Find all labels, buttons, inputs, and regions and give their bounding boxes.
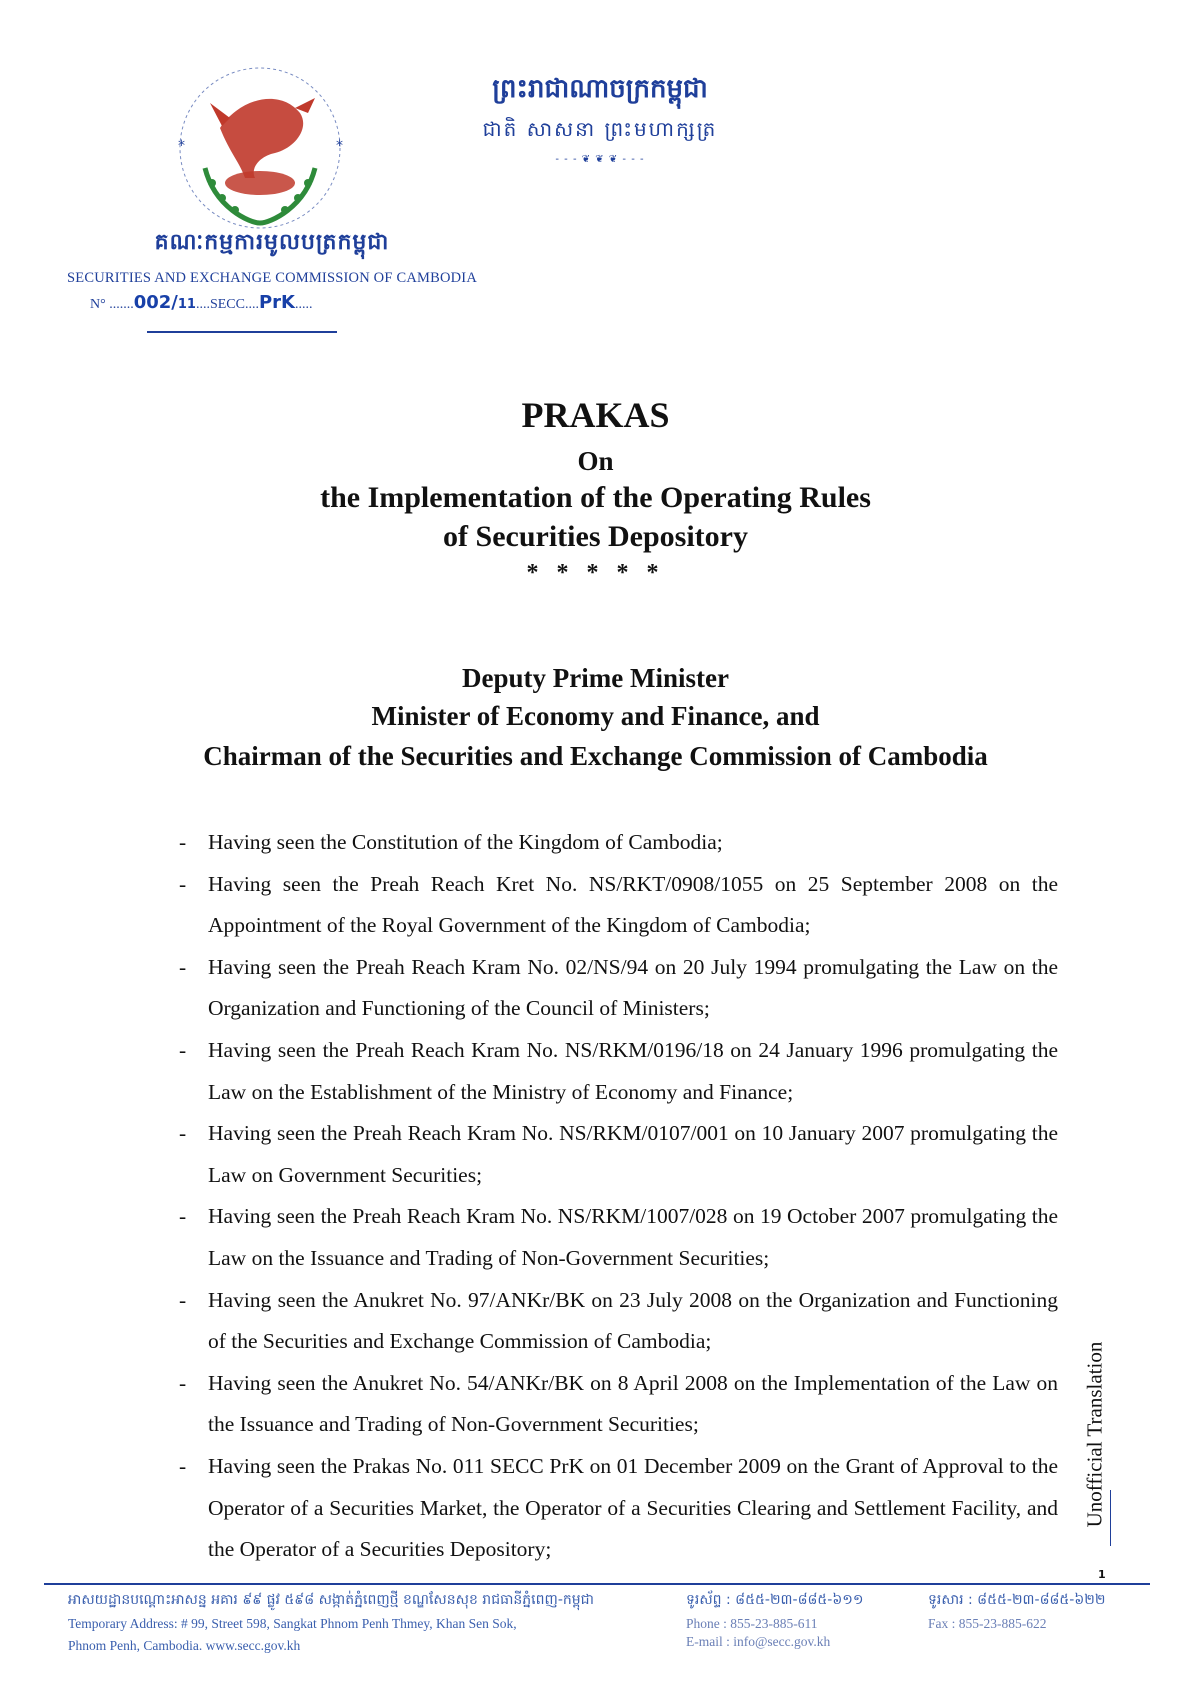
preamble-item: - Having seen the Preah Reach Kram No. NS/RKM/0107/001 on 10 January 2007 promulgating the Law on Government Securities; bbox=[176, 1113, 1058, 1196]
ref-middle: ....SECC.... bbox=[195, 297, 259, 312]
ornament-divider: - - - ❦ ❦ ❦ - - - bbox=[555, 154, 645, 165]
title-subject-line1: the Implementation of the Operating Rules bbox=[320, 481, 871, 514]
address-khmer: អាសយដ្ឋានបណ្តោះអាសន្ន អគារ ៩៩ ផ្លូវ ៥៩៨ សង្កាត់ភ្នំពេញថ្មី ខណ្ឌសែនសុខ រាជធានីភ្នំពេញ-កម្ពុជា bbox=[68, 1592, 594, 1608]
reference-number bbox=[90, 292, 450, 313]
title-stars-divider: * * * * * bbox=[526, 560, 665, 586]
preamble-item: - Having seen the Anukret No. 54/ANKr/BK on 8 April 2008 on the Implementation of the Law on the Issuance and Trading of Non-Government Securities; bbox=[176, 1363, 1058, 1446]
ref-suffix: ..... bbox=[295, 297, 313, 312]
authority-line1: Deputy Prime Minister bbox=[462, 663, 729, 693]
secc-seal-icon bbox=[160, 58, 360, 238]
ref-number: 002/ bbox=[133, 292, 178, 313]
org-name-khmer: គណៈកម្មការមូលបត្រកម្ពុជា bbox=[154, 230, 390, 255]
document-title: PRAKAS bbox=[521, 395, 670, 435]
preamble-item: - Having seen the Preah Reach Kram No. NS/RKM/1007/028 on 19 October 2007 promulgating the Law on the Issuance and Trading of Non-Government Securities; bbox=[176, 1196, 1058, 1279]
phone-number: Phone : 855-23-885-611 bbox=[686, 1616, 818, 1631]
footer-address bbox=[68, 1590, 668, 1655]
authority-line2: Minister of Economy and Finance, and bbox=[371, 701, 820, 731]
footer-fax bbox=[928, 1590, 1158, 1633]
unofficial-translation-tag bbox=[1078, 1330, 1112, 1548]
authority-line3: Chairman of the Securities and Exchange Commission of Cambodia bbox=[203, 741, 988, 771]
preamble-item: - Having seen the Anukret No. 97/ANKr/BK on 23 July 2008 on the Organization and Functioning of the Securities and Exchange Commission of Cambodia; bbox=[176, 1280, 1058, 1363]
page-number: 1 bbox=[1098, 1568, 1106, 1581]
preamble-item: - Having seen the Prakas No. 011 SECC PrK on 01 December 2009 on the Grant of Approval to the Operator of a Securities Market, the Operator of a Securities Clearing and Settlement Facility, and the Operator of a Securities Depository; bbox=[176, 1446, 1058, 1571]
preamble-item: - Having seen the Preah Reach Kram No. NS/RKM/0196/18 on 24 January 1996 promulgating the Law on the Establishment of the Ministry of Economy and Finance; bbox=[176, 1030, 1058, 1113]
preamble-item: - Having seen the Preah Reach Kram No. 02/NS/94 on 20 July 1994 promulgating the Law on the Organization and Functioning of the Council of Ministers; bbox=[176, 947, 1058, 1030]
side-tag-text: Unofficial Translation bbox=[1082, 1341, 1107, 1528]
kingdom-motto: ជាតិ សាសនា ព្រះមហាក្សត្រ bbox=[482, 117, 718, 141]
preamble-list bbox=[176, 822, 1058, 1571]
preamble-item: - Having seen the Preah Reach Kret No. NS/RKT/0908/1055 on 25 September 2008 on the Appointment of the Royal Government of the Kingdom of Cambodia; bbox=[176, 864, 1058, 947]
preamble-item: - Having seen the Constitution of the Kingdom of Cambodia; bbox=[176, 822, 1058, 864]
reference-underline bbox=[147, 331, 337, 333]
kingdom-name: ព្រះរាជាណាចក្រកម្ពុជា bbox=[492, 74, 708, 104]
ref-year: 11 bbox=[177, 297, 196, 312]
footer-divider bbox=[44, 1583, 1150, 1585]
address-line1: Temporary Address: # 99, Street 598, Sangkat Phnom Penh Thmey, Khan Sen Sok, bbox=[68, 1616, 517, 1631]
ref-prefix: N° ....... bbox=[90, 297, 134, 312]
title-on: On bbox=[577, 446, 614, 476]
phone-khmer: ទូរស័ព្ទ : ៨៥៥-២៣-៨៨៥-៦១១ bbox=[686, 1592, 864, 1608]
email-address: E-mail : info@secc.gov.kh bbox=[686, 1634, 831, 1649]
footer-contact bbox=[686, 1590, 916, 1651]
fax-number: Fax : 855-23-885-622 bbox=[928, 1616, 1047, 1631]
side-tag-bar bbox=[1110, 1490, 1111, 1546]
address-line2: Phnom Penh, Cambodia. www.secc.gov.kh bbox=[68, 1638, 301, 1653]
commission-logo-block bbox=[62, 48, 477, 348]
org-name-english: SECURITIES AND EXCHANGE COMMISSION OF CAMBODIA bbox=[67, 270, 477, 286]
title-subject-line2: of Securities Depository bbox=[443, 520, 748, 553]
svg-text:*: * bbox=[178, 138, 185, 154]
kingdom-heading bbox=[470, 72, 730, 165]
fax-khmer: ទូរសារ : ៨៥៥-២៣-៨៨៥-៦២២ bbox=[928, 1592, 1106, 1608]
svg-text:*: * bbox=[336, 138, 343, 154]
ref-type: PrK bbox=[258, 292, 296, 313]
